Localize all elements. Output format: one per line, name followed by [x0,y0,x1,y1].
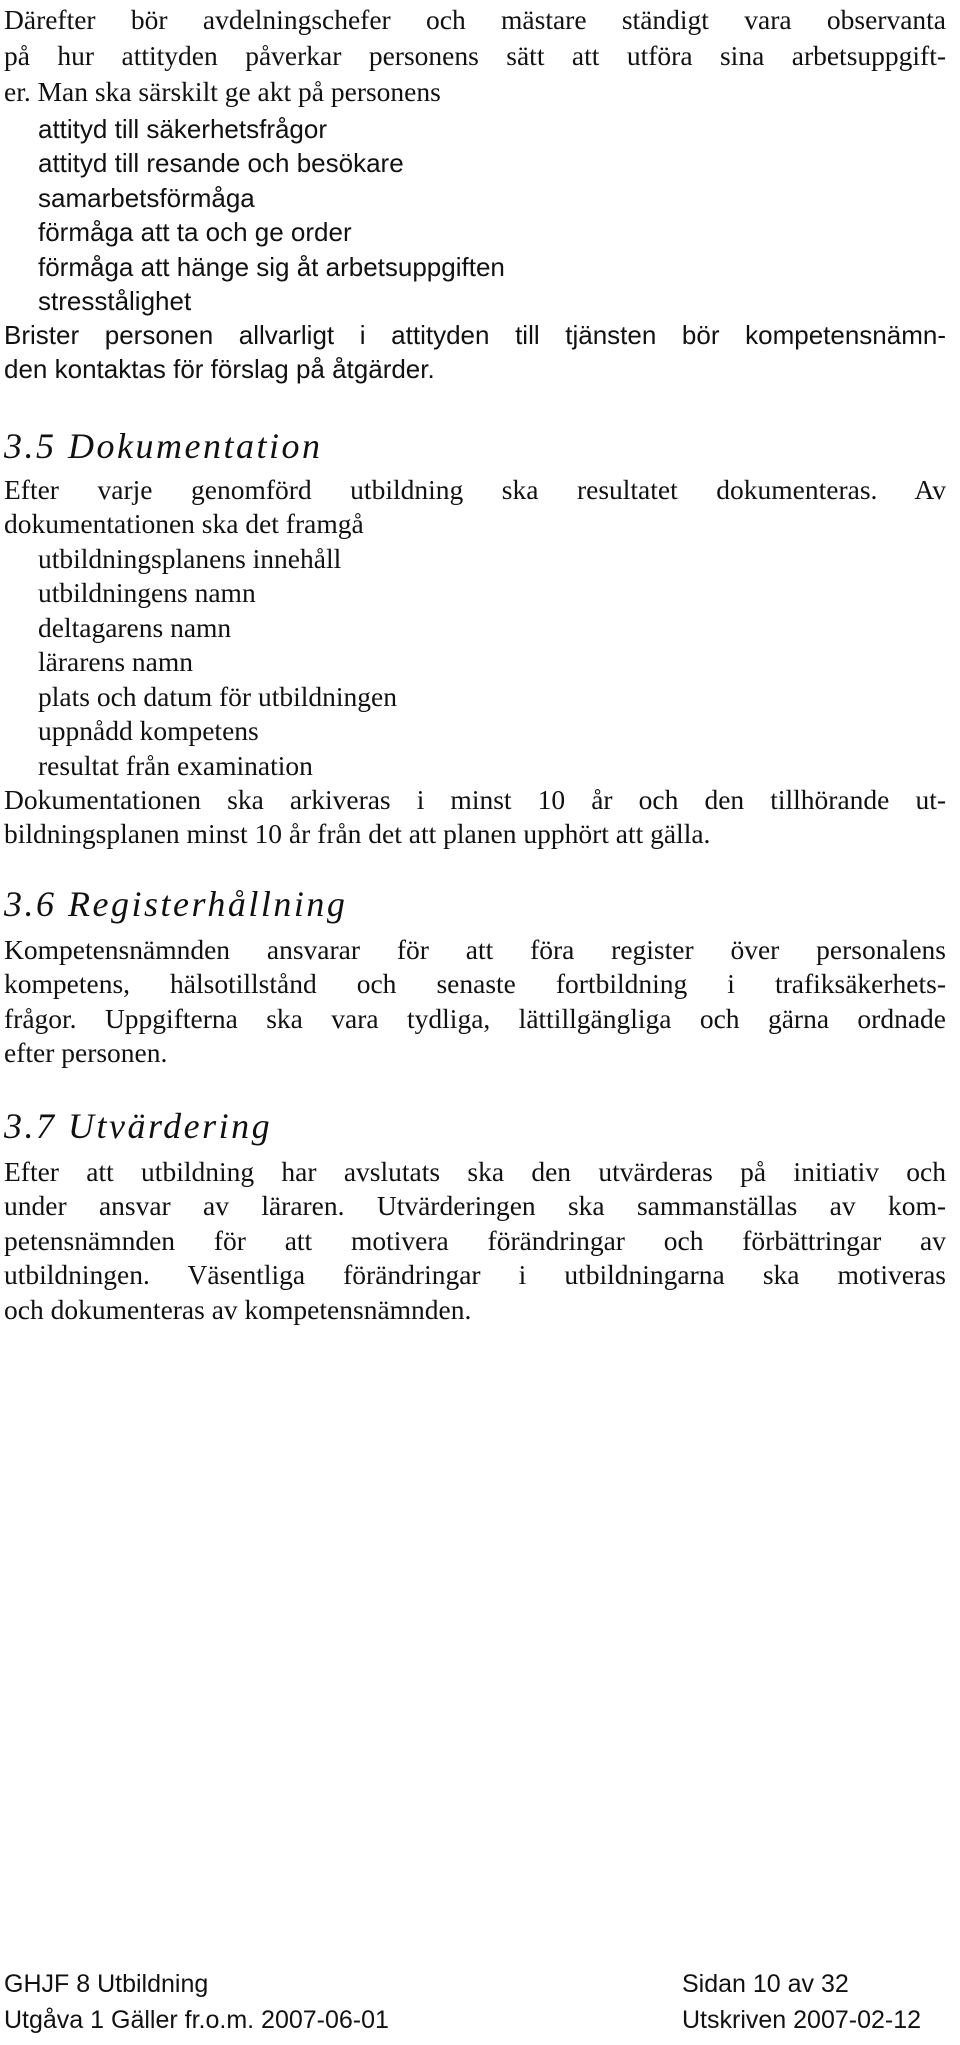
footer-edition: Utgåva 1 Gäller fr.o.m. 2007-06-01 [4,2006,389,2034]
paragraph-line: och dokumenteras av kompetensnämnden. [4,1294,472,1325]
list-item: förmåga att ta och ge order [38,217,352,247]
list-item: attityd till resande och besökare [38,148,404,178]
paragraph-line: Efter att utbildning har avslutats ska den utvärderas på initiativ och [4,1156,946,1187]
list-item: attityd till säkerhetsfrågor [38,114,328,144]
paragraph-line: efter personen. [4,1037,168,1068]
list-item: lärarens namn [38,646,193,677]
paragraph-line: Efter varje genomförd utbildning ska resultatet dokumenteras. Av [4,474,946,505]
footer-page-number: Sidan 10 av 32 [682,1970,849,1998]
paragraph-line: utbildningen. Väsentliga förändringar i utbildningarna ska motiveras [4,1259,946,1290]
section-heading: 3.7 Utvärdering [4,1106,273,1146]
footer-doc-title: GHJF 8 Utbildning [4,1970,209,1998]
list-item: deltagarens namn [38,612,232,643]
section-heading: 3.6 Registerhållning [4,884,348,924]
paragraph-line: dokumentationen ska det framgå [4,508,364,539]
list-item: resultat från examination [38,750,313,781]
paragraph-line: Brister personen allvarligt i attityden till tjänsten bör kompetensnämn- [4,320,946,350]
paragraph-line: under ansvar av läraren. Utvärderingen ska sammanställas av kom- [4,1190,946,1221]
list-item: stresstålighet [38,286,192,316]
paragraph-line: på hur attityden påverkar personens sätt att utföra sina arbetsuppgift- [4,40,946,71]
paragraph-line: petensnämnden för att motivera förändringar och förbättringar av [4,1225,946,1256]
paragraph-line: Kompetensnämnden ansvarar för att föra register över personalens [4,934,946,965]
paragraph-line: bildningsplanen minst 10 år från det att planen upphört att gälla. [4,818,711,849]
paragraph-line: Därefter bör avdelningschefer och mästare ständigt vara observanta [4,4,946,35]
list-item: uppnådd kompetens [38,715,259,746]
list-item: plats och datum för utbildningen [38,681,397,712]
paragraph-line: den kontaktas för förslag på åtgärder. [4,354,435,384]
paragraph-line: kompetens, hälsotillstånd och senaste fortbildning i trafiksäkerhets- [4,968,946,999]
list-item: utbildningens namn [38,577,256,608]
list-item: förmåga att hänge sig åt arbetsuppgiften [38,252,505,282]
paragraph-line: frågor. Uppgifterna ska vara tydliga, lättillgängliga och gärna ordnade [4,1003,946,1034]
paragraph-line: Dokumentationen ska arkiveras i minst 10 år och den tillhörande ut- [4,784,946,815]
section-heading: 3.5 Dokumentation [4,426,323,466]
list-item: samarbetsförmåga [38,183,255,213]
list-item: utbildningsplanens innehåll [38,543,342,574]
footer-printed-date: Utskriven 2007-02-12 [682,2006,922,2034]
paragraph-line: er. Man ska särskilt ge akt på personens [4,76,441,107]
